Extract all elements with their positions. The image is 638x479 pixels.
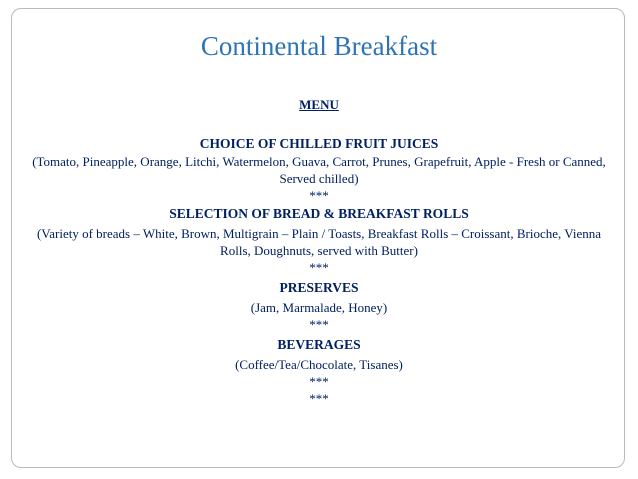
section-separator: *** bbox=[309, 317, 329, 332]
section-description: (Tomato, Pineapple, Orange, Litchi, Watermelon, Guava, Carrot, Prunes, Grapefruit, Apple - Fresh or Canned, Served chilled) bbox=[32, 154, 606, 186]
final-separator: *** bbox=[309, 391, 329, 406]
slide-title: Continental Breakfast bbox=[200, 31, 438, 61]
section-description: (Jam, Marmalade, Honey) bbox=[250, 300, 388, 315]
menu-body bbox=[30, 96, 608, 407]
section-heading: CHOICE OF CHILLED FRUIT JUICES bbox=[199, 136, 439, 151]
section-beverages bbox=[30, 335, 608, 390]
section-preserves bbox=[30, 278, 608, 333]
menu-heading: MENU bbox=[299, 97, 339, 112]
section-bread-rolls bbox=[30, 204, 608, 276]
section-description: (Variety of breads – White, Brown, Multigrain – Plain / Toasts, Breakfast Rolls – Croissant, Brioche, Vienna Rolls, Doughnuts, served with Butter) bbox=[36, 226, 602, 258]
section-separator: *** bbox=[309, 188, 329, 203]
section-separator: *** bbox=[309, 374, 329, 389]
section-separator: *** bbox=[309, 260, 329, 275]
section-fruit-juices bbox=[30, 134, 608, 204]
section-heading: PRESERVES bbox=[279, 280, 359, 295]
section-heading: SELECTION OF BREAD & BREAKFAST ROLLS bbox=[169, 206, 469, 221]
section-heading: BEVERAGES bbox=[277, 337, 361, 352]
section-description: (Coffee/Tea/Chocolate, Tisanes) bbox=[235, 357, 403, 372]
